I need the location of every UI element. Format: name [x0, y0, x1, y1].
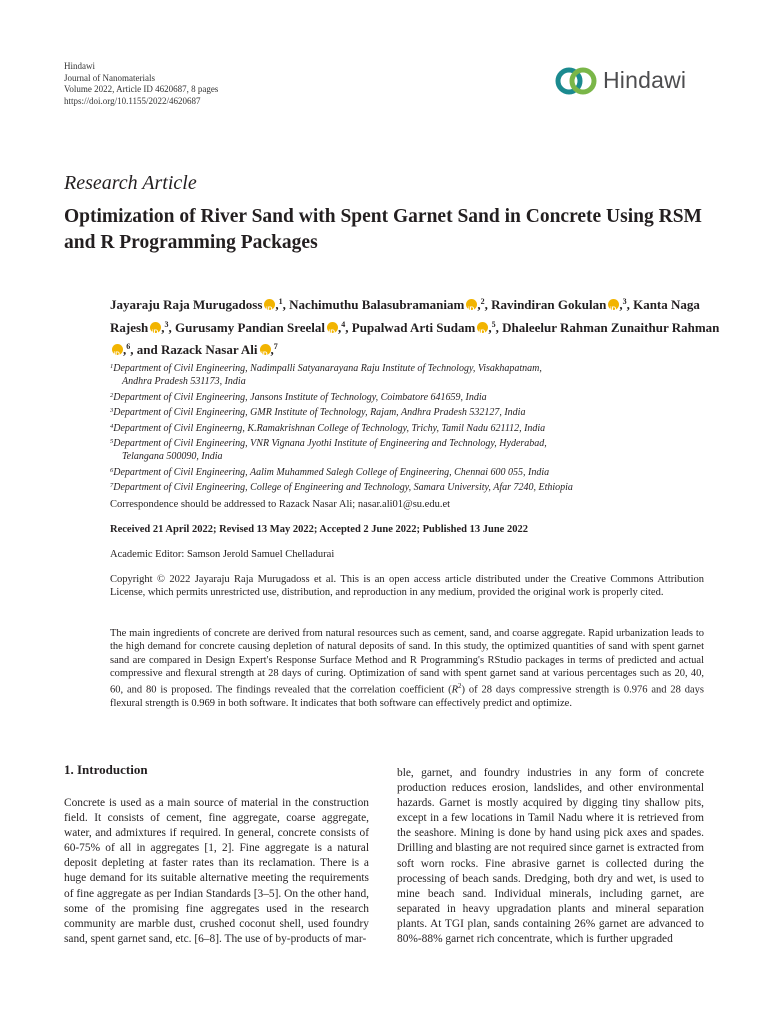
author-affiliation-number: 4	[341, 319, 346, 329]
journal-name: Journal of Nanomaterials	[64, 72, 155, 83]
orcid-icon[interactable]	[112, 344, 123, 355]
abstract-part-2: ) of 28 days compressive strength is 0.976 and 28 days flexural strength is 0.969 in both software. It indicates that both software can effectively predict and optimize.	[110, 684, 704, 710]
hindawi-logo-icon	[555, 62, 599, 100]
author-affiliation-number: 7	[273, 342, 278, 351]
abstract-part-1: The main ingredients of concrete are derived from natural resources such as cement, sand, and coarse aggregate. Rapid urbanization leads to the high demand for concrete causing depletion of natural deposits of sand. In this study, the optimized quantities of sand with spent garnet sand are compared in Design Expert's Response Surface Method and R Programming's RStudio packages in terms of predicted and actual compressive and flexural strength at 28 days of curing. Optimization of sand with spent garnet sand at various percentages such as 20, 40, 60, and 80 is proposed. The findings revealed that the correlation coefficient (	[110, 628, 704, 696]
affiliation-number: 1	[110, 363, 114, 370]
author-separator: ,	[626, 297, 634, 312]
author-name[interactable]: Pupalwad Arti Sudam	[351, 319, 476, 335]
affiliation-number: 5	[110, 438, 114, 446]
doi-link[interactable]: https://doi.org/10.1155/2022/4620687	[64, 95, 201, 106]
author-separator: ,	[282, 297, 290, 312]
affiliation-text-continued: Telangana 500090, India	[122, 451, 223, 463]
author-name[interactable]: Dhaleelur Rahman Zunaithur Rahman	[502, 319, 720, 335]
article-type: Research Article	[64, 172, 197, 194]
affiliation-text: Department of Civil Engineerng, K.Ramakrishnan College of Technology, Trichy, Tamil Nadu 621112, India	[113, 422, 546, 434]
author-affiliation-number: 1	[278, 297, 283, 306]
affiliation-number: 6	[110, 466, 114, 474]
affiliation	[110, 360, 710, 389]
hindawi-logo	[555, 62, 705, 100]
affiliation-text-continued: Andhra Pradesh 531173, India	[122, 376, 246, 388]
affiliation-number: 4	[110, 422, 114, 430]
author-affiliation-number: 2	[480, 297, 485, 306]
volume-info: Volume 2022, Article ID 4620687, 8 pages	[64, 84, 219, 94]
journal-meta	[64, 61, 218, 107]
academic-editor: Academic Editor: Samson Jerold Samuel Chelladurai	[110, 549, 335, 560]
intro-column-right: ble, garnet, and foundry industries in any form of concrete production reduces erosion, landslides, and other environmental hazards. Garnet is mostly acquired by digging tiny shallow pits, except in a few locations in Tamil Nadu where it is retrieved from the seashore. Mining is done by hand using pick axes and spades. Drilling and blasting are not required since garnet is extracted from soft worn rocks. Fine abrasive garnet is collected during the processing of beach sands. Dredging, both dry and wet, is used to mine beach sand. Individual minerals, including garnet, are separated in heavy upgradation plants and mineral separation plants. At TGI plan, sands containing 26% garnet are advanced to 80%-88% garnet rich concentrate, which is further upgraded	[397, 767, 704, 946]
affiliation-list	[110, 360, 710, 495]
orcid-icon[interactable]	[466, 299, 477, 310]
affiliation-text: Department of Civil Engineering, Aalim Muhammed Salegh College of Engineering, Chennai 600 055, India	[113, 466, 550, 478]
section-heading-introduction: 1. Introduction	[64, 762, 148, 777]
affiliation	[110, 420, 710, 435]
author-separator: , and	[130, 342, 161, 357]
affiliation-number: 3	[110, 407, 114, 415]
correspondence: Correspondence should be addressed to Razack Nasar Ali; nasar.ali01@su.edu.et	[110, 499, 451, 510]
affiliation-text: Department of Civil Engineering, GMR Institute of Technology, Rajam, Andhra Pradesh 532127, India	[113, 407, 526, 419]
publication-dates: Received 21 April 2022; Revised 13 May 2022; Accepted 2 June 2022; Published 13 June 2022	[110, 524, 528, 535]
affiliation	[110, 479, 710, 494]
author-affiliation-number: 3	[622, 297, 627, 306]
intro-column-left: Concrete is used as a main source of material in the construction field. It consists of cement, fine aggregate, coarse aggregate, water, and admixtures if required. In general, concrete consists of 60-75% of all in aggregates [1, 2]. Fine aggregate is a natural deposit depleting at faster rates than its reclamation. There is a huge demand for its suitable alternative meeting the requirements of fine aggregate as per Indian Standards [3–5]. On the other hand, some of the promising fine aggregates used in the research community are marble dust, crushed coconut shell, used foundry sand, spent garnet sand, etc. [6–8]. The use of by-products of mar-	[64, 797, 369, 945]
affiliation	[110, 464, 710, 479]
orcid-icon[interactable]	[150, 322, 161, 333]
author-name[interactable]: Gurusamy Pandian Sreelal	[175, 319, 326, 335]
author-name[interactable]: Jayaraju Raja Murugadoss	[110, 297, 263, 312]
copyright-notice: Copyright © 2022 Jayaraju Raja Murugadoss et al. This is an open access article distributed under the Creative Commons Attribution License, which permits unrestricted use, distribution, and reproduction in any medium, provided the original work is properly cited.	[110, 574, 704, 599]
r2-exponent: 2	[458, 682, 462, 691]
author-list: Jayaraju Raja MurugadossiD ,$^1$, Nachimuthu BalasubramaniamiD ,$^2$, Ravindiran GokulaniD ,$^3$, Kanta Naga RajeshiD ,$^3$, Gurusamy Pandian SreelaliD ,$^4$, Pupalwad Arti SudamiD ,$^5$, Dhaleelur Rahman Zunaithur RahmaniD,$^6$, and Razack Nasar AliiD ,$^7$	[110, 292, 720, 360]
orcid-icon[interactable]	[327, 322, 338, 333]
affiliation-text: Department of Civil Engineering, VNR Vignana Jyothi Institute of Engineering and Technology, Hyderabad,	[113, 438, 547, 450]
affiliation-text: Department of Civil Engineering, Nadimpalli Satyanarayana Raju Institute of Technology, Visakhapatnam,	[113, 363, 542, 374]
author-name[interactable]: Razack Nasar Ali	[160, 342, 258, 357]
logo-wordmark: Hindawi	[603, 67, 687, 93]
orcid-icon[interactable]	[477, 322, 488, 333]
r2-symbol: R	[451, 684, 459, 696]
affiliation-number: 2	[110, 391, 114, 399]
author-name[interactable]: Kanta Naga Rajesh	[110, 297, 700, 335]
orcid-icon[interactable]	[260, 344, 271, 355]
author-affiliation-number: 5	[491, 319, 496, 329]
author-affiliation-number: 6	[126, 342, 131, 351]
author-separator: ,	[345, 319, 352, 335]
author-affiliation-number: 3	[164, 319, 169, 329]
author-separator: ,	[495, 319, 503, 335]
author-name[interactable]: Nachimuthu Balasubramaniam	[289, 297, 465, 312]
affiliation-text: Department of Civil Engineering, Jansons Institute of Technology, Coimbatore 641659, India	[113, 391, 487, 403]
author-separator: ,	[484, 297, 492, 312]
abstract	[110, 627, 704, 711]
affiliation	[110, 404, 710, 419]
orcid-icon[interactable]	[264, 299, 275, 310]
affiliation	[110, 389, 710, 404]
orcid-icon[interactable]	[608, 299, 619, 310]
affiliation	[110, 435, 710, 464]
article-title: Optimization of River Sand with Spent Garnet Sand in Concrete Using RSM and R Programming Packages	[64, 206, 702, 253]
author-name[interactable]: Ravindiran Gokulan	[491, 297, 607, 312]
publisher-name: Hindawi	[64, 61, 95, 71]
affiliation-number: 7	[110, 482, 114, 490]
author-separator: ,	[168, 319, 176, 335]
affiliation-text: Department of Civil Engineering, College of Engineering and Technology, Samara University, Afar 7240, Ethiopia	[113, 482, 573, 494]
